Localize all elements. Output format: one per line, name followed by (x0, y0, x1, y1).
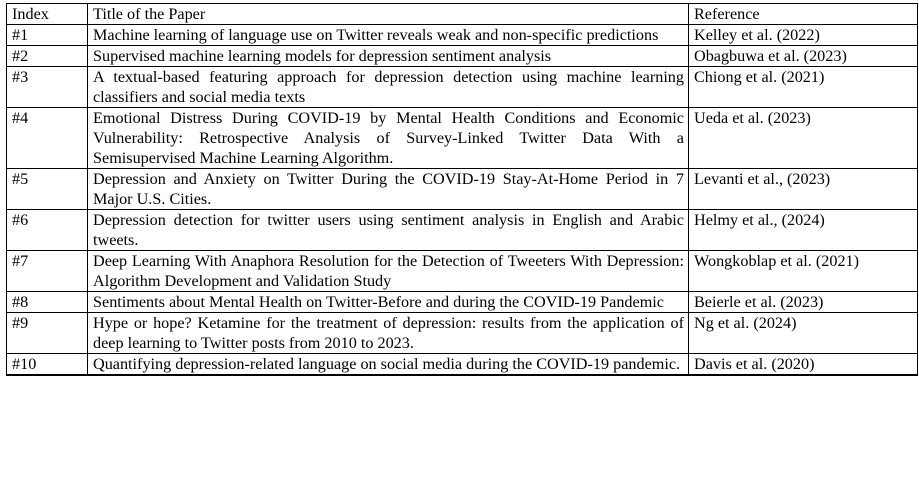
table-row (7, 169, 918, 210)
table-row (7, 108, 918, 169)
header-row (7, 4, 918, 25)
row-title: A textual-based featuring approach for depression detection using machine learning classifiers and social media texts (88, 67, 689, 108)
row-index: #9 (7, 313, 88, 354)
row-reference: Helmy et al., (2024) (689, 210, 918, 251)
row-title: Depression detection for twitter users using sentiment analysis in English and Arabic tweets. (88, 210, 689, 251)
table-row (7, 354, 918, 376)
row-index: #4 (7, 108, 88, 169)
row-title: Deep Learning With Anaphora Resolution for the Detection of Tweeters With Depression: Algorithm Development and Validation Study (88, 251, 689, 292)
table-row (7, 210, 918, 251)
row-reference: Obagbuwa et al. (2023) (689, 46, 918, 67)
row-title: Machine learning of language use on Twitter reveals weak and non-specific predictions (88, 25, 689, 46)
row-index: #10 (7, 354, 88, 376)
table-row (7, 313, 918, 354)
papers-table (6, 3, 918, 376)
row-index: #7 (7, 251, 88, 292)
row-index: #3 (7, 67, 88, 108)
row-index: #8 (7, 292, 88, 313)
row-title: Hype or hope? Ketamine for the treatment of depression: results from the application of deep learning to Twitter posts from 2010 to 2023. (88, 313, 689, 354)
row-title: Sentiments about Mental Health on Twitter-Before and during the COVID-19 Pandemic (88, 292, 689, 313)
row-title: Depression and Anxiety on Twitter During the COVID-19 Stay-At-Home Period in 7 Major U.S. Cities. (88, 169, 689, 210)
table-row (7, 25, 918, 46)
table-row (7, 251, 918, 292)
row-index: #5 (7, 169, 88, 210)
row-reference: Beierle et al. (2023) (689, 292, 918, 313)
header-reference: Reference (689, 4, 918, 25)
row-reference: Davis et al. (2020) (689, 354, 918, 376)
row-reference: Wongkoblap et al. (2021) (689, 251, 918, 292)
header-index: Index (7, 4, 88, 25)
row-title: Supervised machine learning models for depression sentiment analysis (88, 46, 689, 67)
row-reference: Chiong et al. (2021) (689, 67, 918, 108)
row-reference: Levanti et al., (2023) (689, 169, 918, 210)
row-title: Quantifying depression-related language on social media during the COVID-19 pandemic. (88, 354, 689, 376)
row-title: Emotional Distress During COVID-19 by Mental Health Conditions and Economic Vulnerability: Retrospective Analysis of Survey-Linked Twitter Data With a Semisupervised Machine Learning Algorithm. (88, 108, 689, 169)
row-reference: Ng et al. (2024) (689, 313, 918, 354)
table-row (7, 67, 918, 108)
header-title: Title of the Paper (88, 4, 689, 25)
row-index: #6 (7, 210, 88, 251)
row-index: #1 (7, 25, 88, 46)
row-reference: Ueda et al. (2023) (689, 108, 918, 169)
papers-table-container (6, 3, 917, 376)
row-reference: Kelley et al. (2022) (689, 25, 918, 46)
row-index: #2 (7, 46, 88, 67)
table-row (7, 292, 918, 313)
table-row (7, 46, 918, 67)
